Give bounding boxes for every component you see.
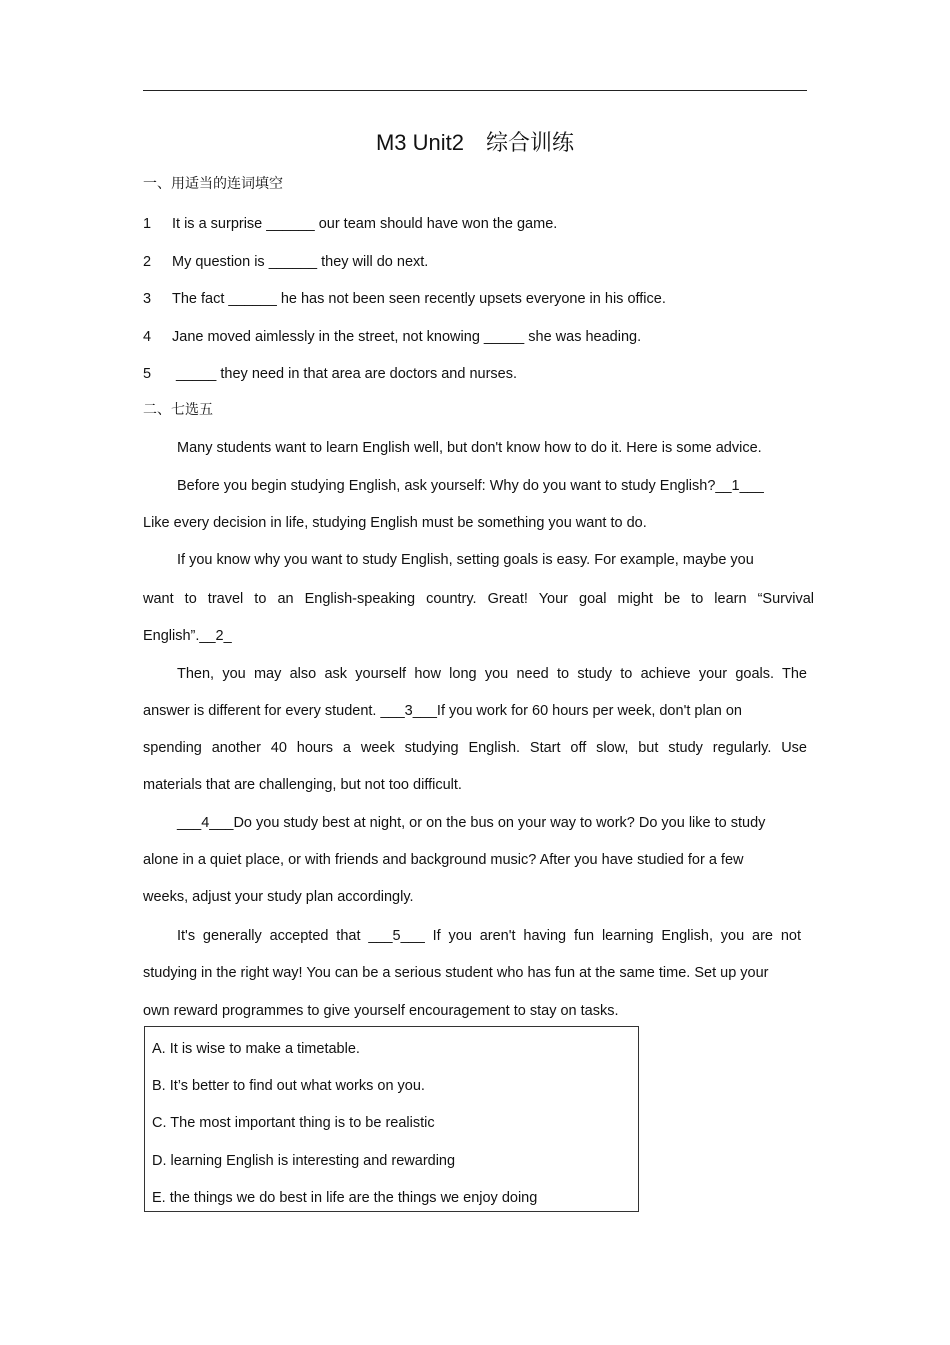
question-number: 1 — [143, 216, 152, 232]
passage-line: Many students want to learn English well, but don't know how to do it. Here is some advice. — [177, 440, 762, 456]
passage-line: English”.__2_ — [143, 628, 232, 644]
header-rule — [143, 90, 807, 91]
question-number: 5 — [143, 366, 152, 382]
passage-line: ___4___Do you study best at night, or on the bus on your way to work? Do you like to study — [177, 815, 766, 831]
question-number: 4 — [143, 329, 152, 345]
options-box — [144, 1026, 639, 1212]
passage-line: own reward programmes to give yourself encouragement to stay on tasks. — [143, 1003, 619, 1019]
question-5 — [143, 364, 517, 384]
option-c: C. The most important thing is to be realistic — [152, 1115, 435, 1131]
page-title: M3 Unit2 综合训练 — [375, 130, 575, 155]
passage-line: want to travel to an English-speaking country. Great! Your goal might be to learn “Survival — [143, 591, 814, 607]
question-text: _____ they need in that area are doctors and nurses. — [172, 366, 518, 382]
option-d: D. learning English is interesting and rewarding — [152, 1153, 456, 1169]
section2-heading: 二、七选五 — [143, 402, 213, 418]
option-b: B. It’s better to find out what works on you. — [152, 1078, 425, 1094]
passage-line: Then, you may also ask yourself how long you need to study to achieve your goals. The — [177, 666, 807, 682]
section1-heading: 一、用适当的连词填空 — [143, 176, 283, 192]
option-a: A. It is wise to make a timetable. — [152, 1041, 360, 1057]
question-4 — [143, 327, 641, 347]
passage-line: studying in the right way! You can be a serious student who has fun at the same time. Set up your — [143, 965, 769, 981]
question-text: Jane moved aimlessly in the street, not knowing _____ she was heading. — [172, 329, 642, 345]
passage-line: materials that are challenging, but not too difficult. — [143, 777, 462, 793]
question-number: 3 — [143, 291, 152, 307]
passage-line: answer is different for every student. ___3___If you work for 60 hours per week, don't plan on — [143, 703, 742, 719]
passage-line: Like every decision in life, studying English must be something you want to do. — [143, 515, 647, 531]
passage-line: spending another 40 hours a week studying English. Start off slow, but study regularly. Use — [143, 740, 807, 756]
question-2 — [143, 252, 428, 272]
question-1 — [143, 214, 557, 234]
passage-line: If you know why you want to study English, setting goals is easy. For example, maybe you — [177, 552, 754, 568]
passage-line: It's generally accepted that ___5___ If you aren't having fun learning English, you are not — [177, 928, 801, 944]
question-3 — [143, 289, 666, 309]
question-text: My question is ______ they will do next. — [172, 254, 429, 270]
question-number: 2 — [143, 254, 152, 270]
question-text: The fact ______ he has not been seen recently upsets everyone in his office. — [172, 291, 666, 307]
question-text: It is a surprise ______ our team should have won the game. — [172, 216, 558, 232]
passage-line: Before you begin studying English, ask yourself: Why do you want to study English?__1___ — [177, 478, 764, 494]
passage-line: alone in a quiet place, or with friends and background music? After you have studied for a few — [143, 852, 744, 868]
option-e: E. the things we do best in life are the things we enjoy doing — [152, 1190, 538, 1206]
passage-line: weeks, adjust your study plan accordingly. — [143, 889, 414, 905]
